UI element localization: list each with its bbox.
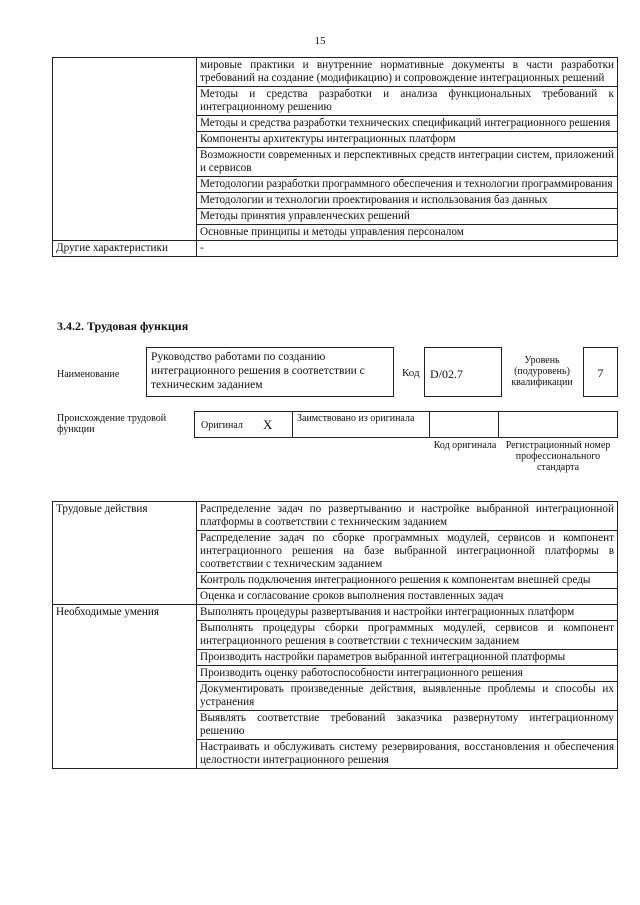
row-label xyxy=(53,87,197,116)
original-label: Оригинал xyxy=(201,420,243,431)
group-item: Настраивать и обслуживать систему резервирования, восстановления и обеспечения целостности интеграционного решения xyxy=(197,740,618,769)
row-label xyxy=(53,58,197,87)
row-value: - xyxy=(197,241,618,257)
row-value: Методы и средства разработки и анализа функциональных требований к интеграционному решению xyxy=(197,87,618,116)
group-item: Документировать произведенные действия, выявленные проблемы и способы их устранения xyxy=(197,682,618,711)
group-item: Выполнять процедуры развертывания и настройки интеграционных платформ xyxy=(197,605,618,621)
table-row xyxy=(53,605,618,621)
row-label xyxy=(53,148,197,177)
row-value: Методы и средства разработки технических спецификаций интеграционного решения xyxy=(197,116,618,132)
function-name-box xyxy=(146,347,394,397)
code-original-cell xyxy=(429,411,499,438)
table-row xyxy=(53,193,618,209)
group-item: Производить настройки параметров выбранной интеграционной платформы xyxy=(197,650,618,666)
group-item: Выявлять соответствие требований заказчика развернутому интеграционному решению xyxy=(197,711,618,740)
table-row xyxy=(53,148,618,177)
table-row xyxy=(53,58,618,87)
actions-skills-table xyxy=(52,501,618,769)
group-item: Выполнять процедуры сборки программных модулей, сервисов и компонент интеграционного решения в соответствии с техническим заданием xyxy=(197,621,618,650)
origin-label: Происхождение трудовой функции xyxy=(57,413,167,435)
row-value: мировые практики и внутренние нормативные документы в части разработки требований на создание (модификацию) и сопровождение интеграционных решений xyxy=(197,58,618,87)
row-label xyxy=(53,209,197,225)
row-value: Методы принятия управленческих решений xyxy=(197,209,618,225)
row-value: Основные принципы и методы управления персоналом xyxy=(197,225,618,241)
group-item: Распределение задач по сборке программных модулей, сервисов и компонент интеграционного решения на базе выбранной интеграционной платформы в соответствии с техническим заданием xyxy=(197,531,618,573)
original-mark: X xyxy=(263,417,273,432)
row-value: Возможности современных и перспективных средств интеграции систем, приложений и сервисов xyxy=(197,148,618,177)
group-label: Необходимые умения xyxy=(53,605,197,769)
page-number: 15 xyxy=(314,35,326,47)
group-item: Производить оценку работоспособности интеграционного решения xyxy=(197,666,618,682)
level-box xyxy=(583,347,618,397)
row-label: Другие характеристики xyxy=(53,241,197,257)
table-row xyxy=(53,177,618,193)
level-label: Уровень (подуровень) квалификации xyxy=(511,355,573,388)
table-row xyxy=(53,209,618,225)
group-item: Распределение задач по развертыванию и настройке выбранной интеграционной платформы в соответствии с техническим заданием xyxy=(197,502,618,531)
borrowed-label: Заимствовано из оригинала xyxy=(297,413,415,424)
row-value: Компоненты архитектуры интеграционных платформ xyxy=(197,132,618,148)
level-value: 7 xyxy=(597,366,604,380)
reg-number-cell xyxy=(498,411,618,438)
knowledge-table xyxy=(52,57,618,257)
table-row xyxy=(53,132,618,148)
section-heading: 3.4.2. Трудовая функция xyxy=(57,319,189,333)
group-item: Оценка и согласование сроков выполнения поставленных задач xyxy=(197,589,618,605)
code-original-label: Код оригинала xyxy=(433,440,497,451)
function-name-value: Руководство работами по созданию интеграционного решения в соответствии с техническим заданием xyxy=(151,351,365,391)
table-row xyxy=(53,116,618,132)
row-label xyxy=(53,132,197,148)
row-label xyxy=(53,225,197,241)
row-value: Методологии и технологии проектирования и использования баз данных xyxy=(197,193,618,209)
borrowed-box xyxy=(292,411,430,438)
table-row xyxy=(53,502,618,531)
code-box xyxy=(424,347,502,397)
row-value: Методологии разработки программного обеспечения и технологии программирования xyxy=(197,177,618,193)
name-label: Наименование xyxy=(57,369,120,380)
table-row xyxy=(53,225,618,241)
group-label: Трудовые действия xyxy=(53,502,197,605)
table-row xyxy=(53,241,618,257)
table-row xyxy=(53,87,618,116)
code-value: D/02.7 xyxy=(430,367,463,381)
original-box xyxy=(194,411,293,438)
row-label xyxy=(53,116,197,132)
group-item: Контроль подключения интеграционного решения к компонентам внешней среды xyxy=(197,573,618,589)
row-label xyxy=(53,177,197,193)
reg-number-label: Регистрационный номер профессионального стандарта xyxy=(505,440,611,473)
code-label: Код xyxy=(402,367,420,379)
row-label xyxy=(53,193,197,209)
